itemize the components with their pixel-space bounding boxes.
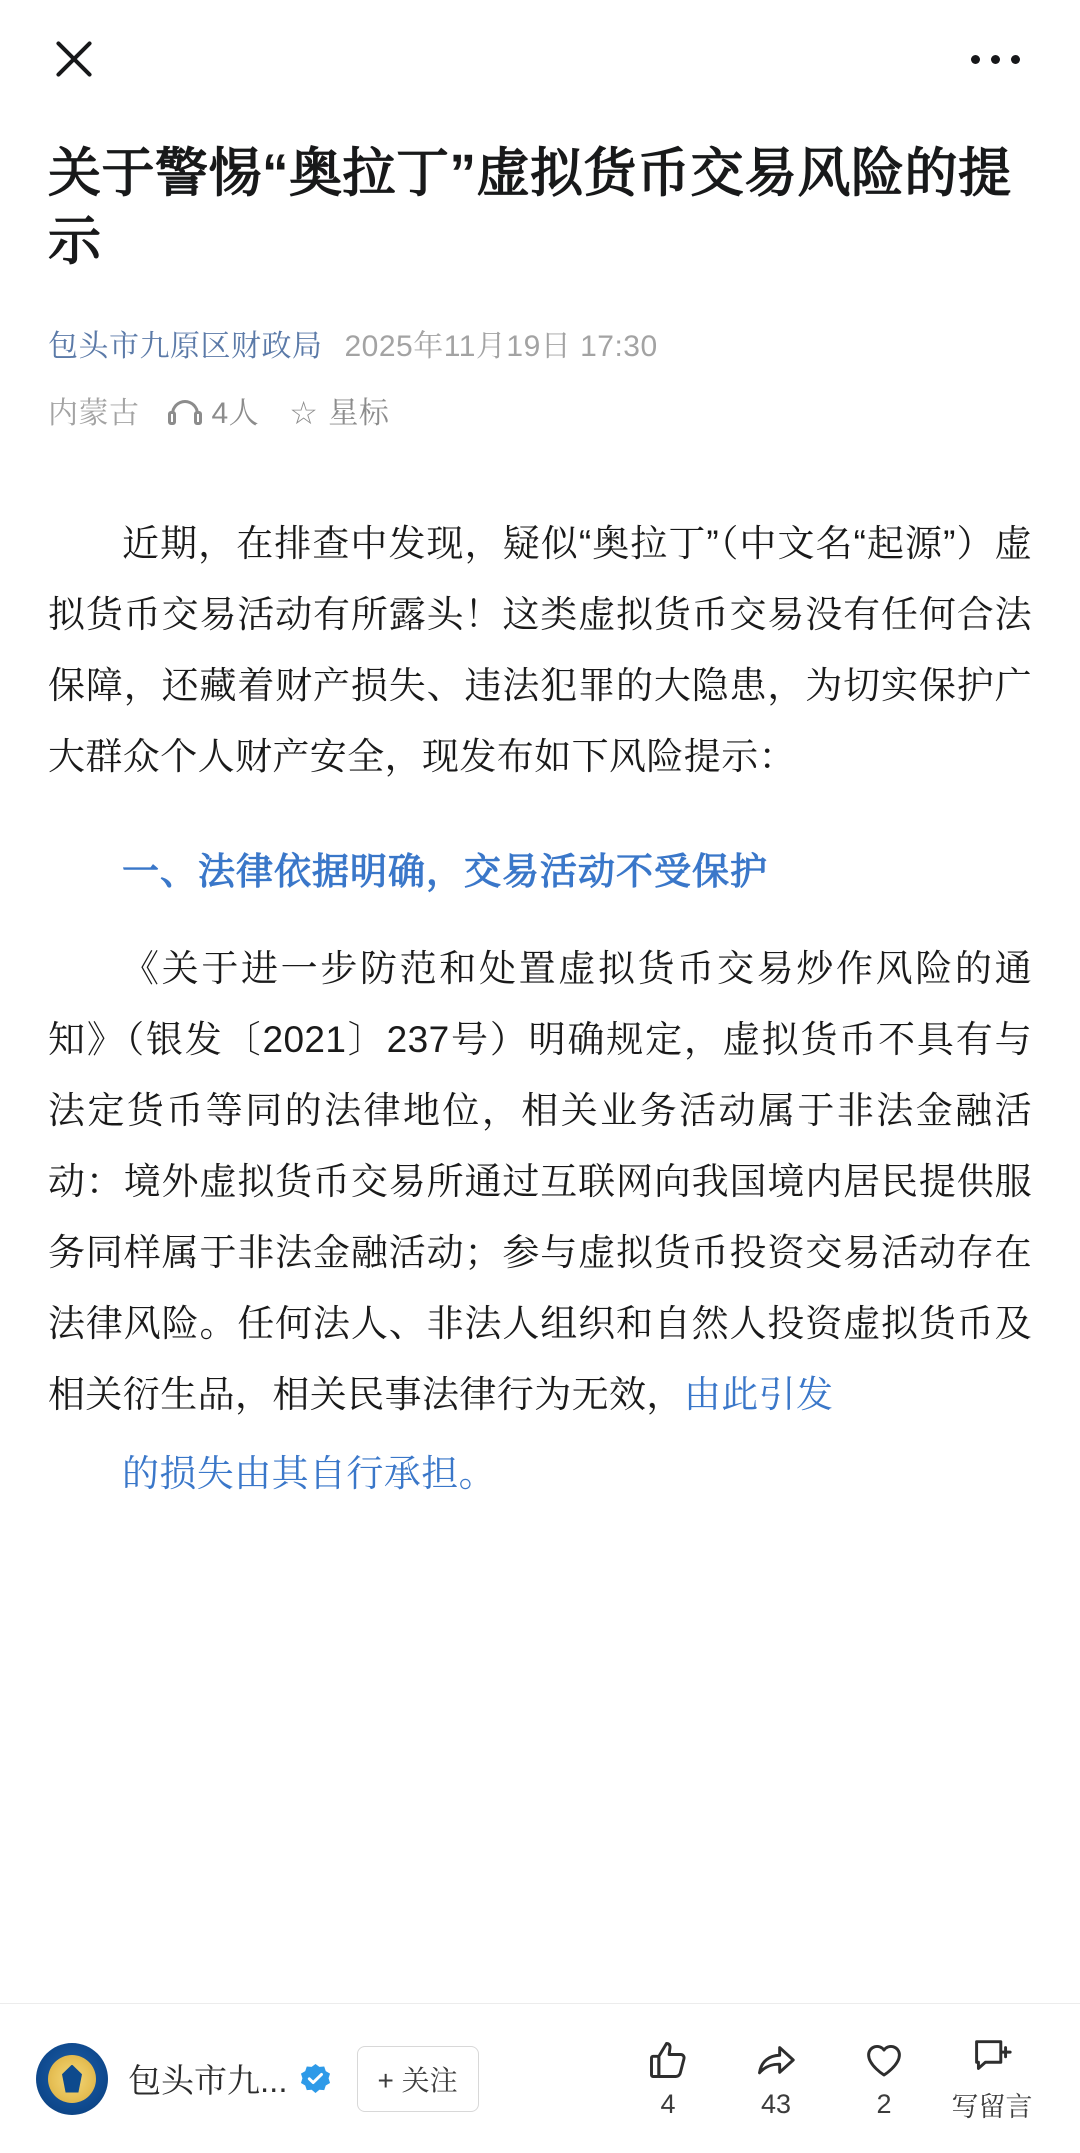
top-navigation-bar [0, 0, 1080, 118]
avatar[interactable] [36, 2043, 108, 2115]
favorite-button[interactable] [830, 2037, 938, 2120]
star-button[interactable] [289, 385, 389, 442]
paragraph [48, 933, 1032, 1430]
more-dot [1011, 55, 1020, 64]
more-options-icon[interactable] [967, 45, 1024, 74]
bottom-action-bar [0, 2003, 1080, 2153]
like-count: 4 [660, 2089, 676, 2119]
page-title: 关于警惕“奥拉丁”虚拟货币交易风险的提示 [48, 144, 1012, 271]
close-icon[interactable] [48, 33, 100, 85]
comment-label: 写留言 [951, 2092, 1033, 2122]
article-meta-secondary [48, 385, 1032, 442]
paragraph: 近期，在排查中发现，疑似“奥拉丁”（中文名“起源”）虚拟货币交易活动有所露头！这类虚拟货币交易没有任何合法保障，还藏着财产损失、违法犯罪的大隐患，为切实保护广大群众个人财产安全，现发布如下风险提示： [48, 522, 1032, 777]
favorite-count: 2 [876, 2089, 892, 2119]
comment-icon [970, 2033, 1014, 2079]
publish-date: 2025年11月19日 17:30 [344, 329, 658, 363]
paragraph-text: 《关于进一步防范和处置虚拟货币交易炒作风险的通知》（银发〔2021〕237号）明确规定，虚拟货币不具有与法定货币等同的法律地位，相关业务活动属于非法金融活动：境外虚拟货币交易所通过互联网向我国境内居民提供服务同样属于非法金融活动；参与虚拟货币投资交易活动存在法律风险。任何法人、非法人组织和自然人投资虚拟货币及相关衍生品，相关民事法律行为无效， [48, 947, 1032, 1415]
thumbs-up-icon [646, 2037, 690, 2083]
paragraph-clipped-text: 的损失由其自行承担。 [122, 1453, 496, 1495]
like-button[interactable] [614, 2037, 722, 2120]
more-dot [971, 55, 980, 64]
verified-badge-icon [300, 2063, 331, 2094]
paragraph-clipped [48, 1438, 1032, 1509]
article-container [0, 140, 1080, 1509]
listen-count-button[interactable] [168, 385, 260, 442]
share-count: 43 [760, 2089, 792, 2119]
publish-location: 内蒙古 [48, 396, 140, 430]
inline-link[interactable]: 由此引发 [683, 1374, 834, 1415]
follow-button[interactable]: + 关注 [357, 2046, 479, 2112]
more-dot [991, 55, 1000, 64]
headphone-icon [168, 400, 202, 426]
listen-count-label: 4人 [211, 396, 260, 430]
heart-icon [862, 2037, 906, 2083]
article-body [48, 508, 1032, 1509]
content-fade-overlay [0, 1913, 1080, 2003]
action-buttons [614, 2033, 1046, 2124]
bottom-account-name[interactable]: 包头市九... [128, 2062, 288, 2099]
publisher-name[interactable]: 包头市九原区财政局 [48, 329, 323, 363]
share-arrow-icon [754, 2037, 798, 2083]
section-heading: 一、法律依据明确，交易活动不受保护 [122, 850, 768, 892]
share-button[interactable] [722, 2037, 830, 2120]
star-icon: ☆ [289, 395, 319, 432]
comment-button[interactable] [938, 2033, 1046, 2124]
article-meta [48, 318, 1032, 442]
star-label: 星标 [328, 396, 390, 430]
